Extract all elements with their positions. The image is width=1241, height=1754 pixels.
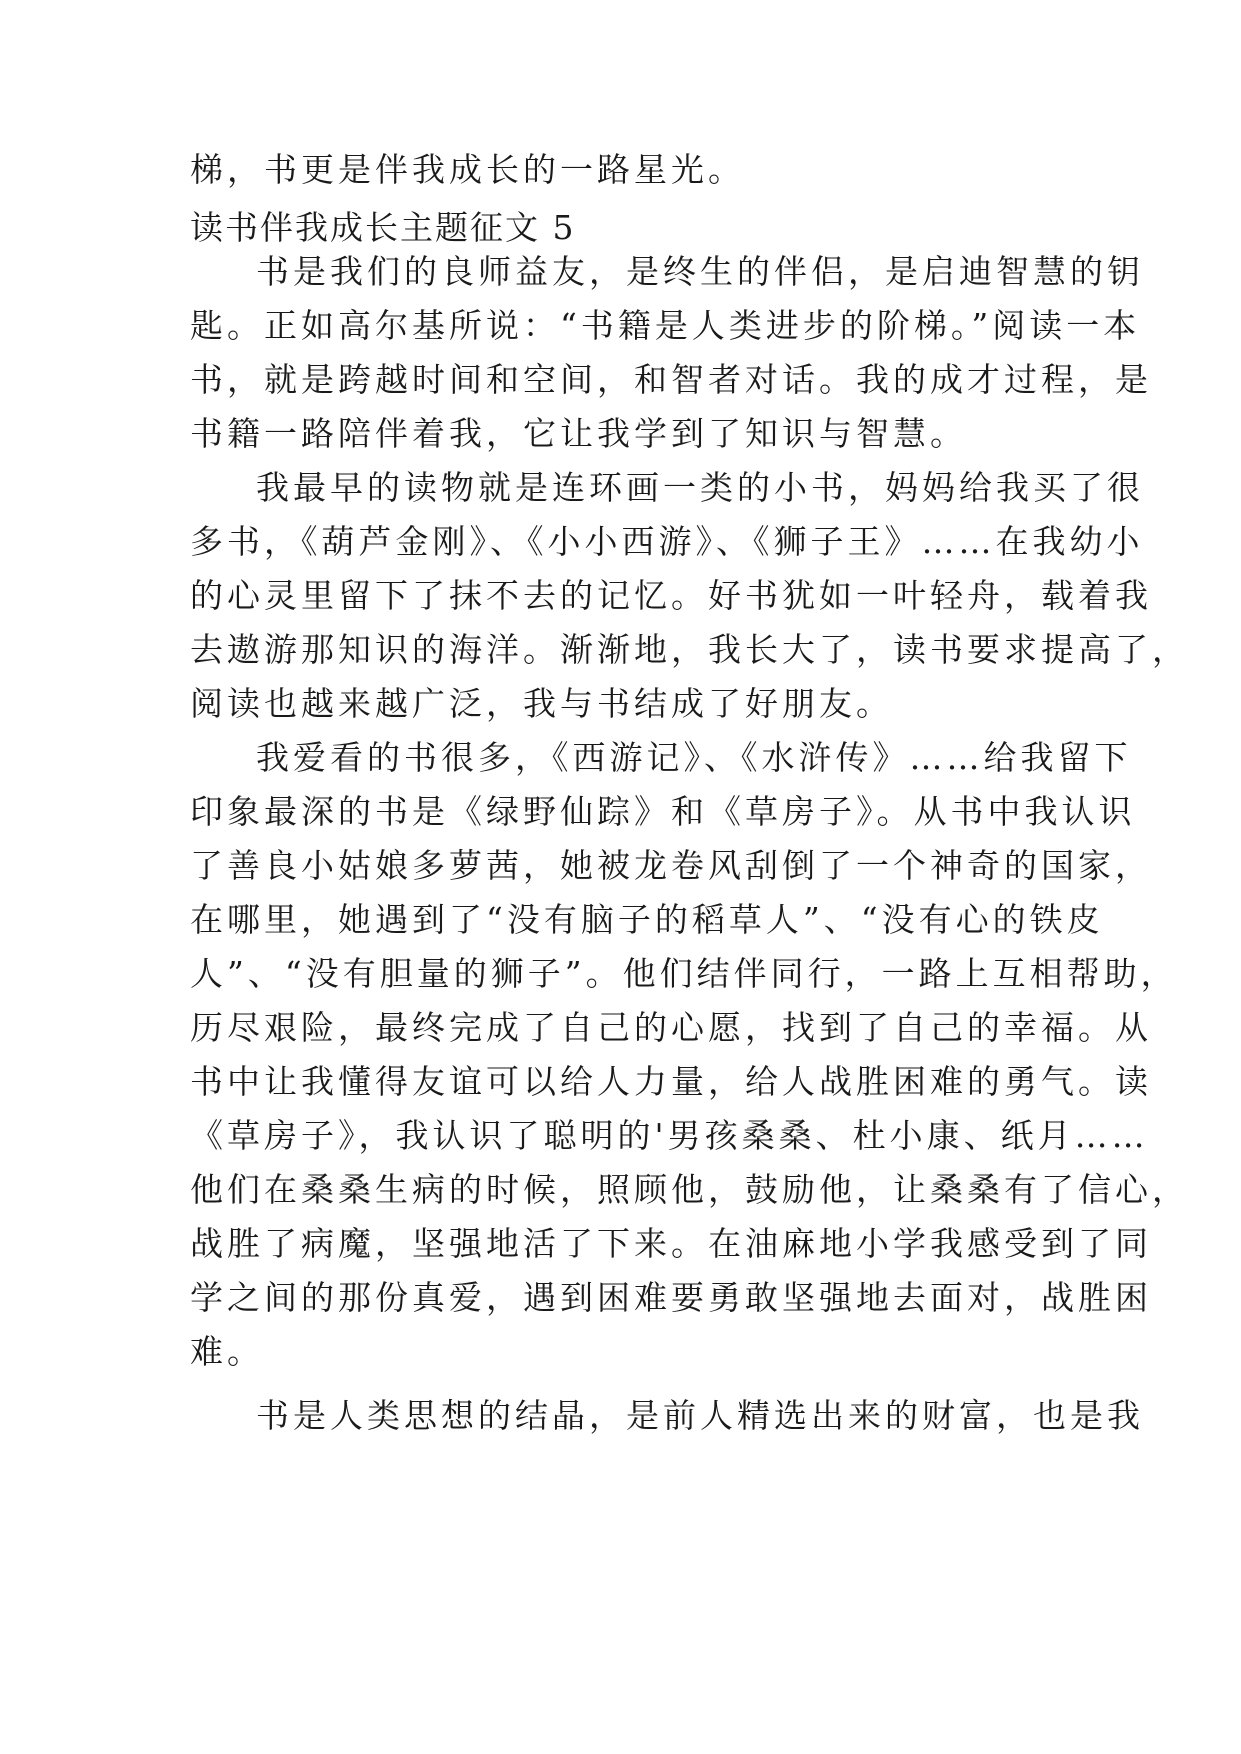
paragraph-line: 匙。正如高尔基所说：“书籍是人类进步的阶梯。”阅读一本: [190, 306, 1141, 345]
paragraph-line: 了善良小姑娘多萝茜，她被龙卷风刮倒了一个神奇的国家，: [190, 846, 1152, 885]
paragraph-line: 多书，《葫芦金刚》、《小小西游》、《狮子王》……在我幼小: [190, 522, 1144, 561]
paragraph-line: 学之间的那份真爱，遇到困难要勇敢坚强地去面对，战胜困: [190, 1278, 1152, 1317]
paragraph-line: 人”、“没有胆量的狮子”。他们结伴同行，一路上互相帮助，: [190, 954, 1178, 993]
paragraph-line: 书籍一路陪伴着我，它让我学到了知识与智慧。: [190, 414, 967, 453]
paragraph-line: 书是人类思想的结晶，是前人精选出来的财富，也是我: [256, 1396, 1144, 1435]
section-heading: 读书伴我成长主题征文 5: [190, 208, 576, 247]
paragraph-line: 去遨游那知识的海洋。渐渐地，我长大了，读书要求提高了，: [190, 630, 1189, 669]
paragraph-line: 历尽艰险，最终完成了自己的心愿，找到了自己的幸福。从: [190, 1008, 1152, 1047]
paragraph-line: 战胜了病魔，坚强地活了下来。在油麻地小学我感受到了同: [190, 1224, 1152, 1263]
text-line: 梯，书更是伴我成长的一路星光。: [190, 150, 745, 189]
paragraph-line: 我最早的读物就是连环画一类的小书，妈妈给我买了很: [256, 468, 1144, 507]
paragraph-line: 阅读也越来越广泛，我与书结成了好朋友。: [190, 684, 893, 723]
paragraph-line: 难。: [190, 1332, 264, 1371]
paragraph-line: 的心灵里留下了抹不去的记忆。好书犹如一叶轻舟，载着我: [190, 576, 1152, 615]
paragraph-line: 《草房子》，我认识了聪明的'男孩桑桑、杜小康、纸月……: [190, 1116, 1149, 1155]
paragraph-line: 印象最深的书是《绿野仙踪》和《草房子》。从书中我认识: [190, 792, 1136, 831]
paragraph-line: 书中让我懂得友谊可以给人力量，给人战胜困难的勇气。读: [190, 1062, 1152, 1101]
paragraph-line: 书是我们的良师益友，是终生的伴侣，是启迪智慧的钥: [256, 252, 1144, 291]
paragraph-line: 我爱看的书很多，《西游记》、《水浒传》……给我留下: [256, 738, 1132, 777]
paragraph-line: 他们在桑桑生病的时候，照顾他，鼓励他，让桑桑有了信心，: [190, 1170, 1189, 1209]
paragraph-line: 书，就是跨越时间和空间，和智者对话。我的成才过程，是: [190, 360, 1152, 399]
paragraph-line: 在哪里，她遇到了“没有脑子的稻草人”、“没有心的铁皮: [190, 900, 1104, 939]
